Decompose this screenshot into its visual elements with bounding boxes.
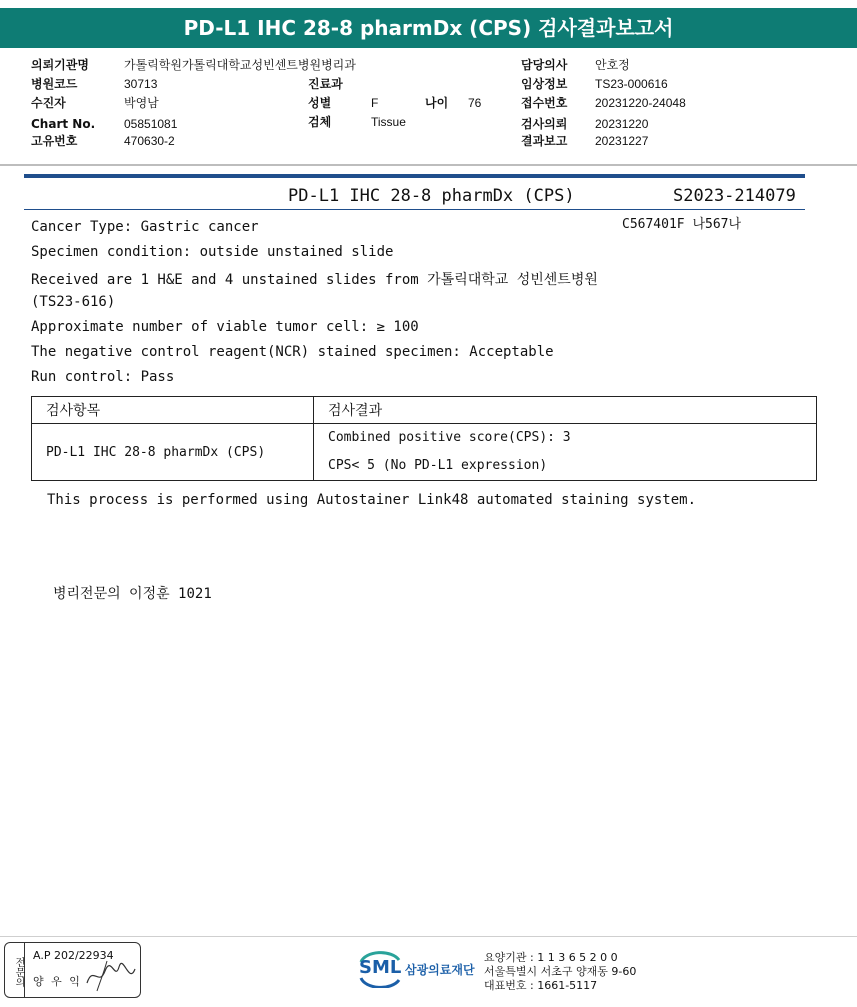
report-top-rule xyxy=(24,174,805,178)
report-line: The negative control reagent(NCR) stained specimen: Acceptable xyxy=(31,344,554,360)
request-date-label: 검사의뢰 xyxy=(521,117,568,131)
sex-value: F xyxy=(371,96,379,110)
test-item-cell: PD-L1 IHC 28-8 pharmDx (CPS) xyxy=(32,424,314,481)
cps-score: Combined positive score(CPS): 3 xyxy=(328,430,571,445)
sex-label: 성별 xyxy=(308,96,332,110)
stamp-side-label: 전문의 xyxy=(5,943,25,997)
report-line: (TS23-616) xyxy=(31,294,116,310)
receipt-no-value: 20231220-24048 xyxy=(595,96,686,110)
stamp-license: A.P 202/22934 xyxy=(33,949,114,962)
report-line: Specimen condition: outside unstained slide xyxy=(31,244,394,260)
doctor-value: 안호정 xyxy=(595,58,630,72)
footer-separator xyxy=(0,936,857,937)
result-table xyxy=(31,396,817,481)
logo-text: SML xyxy=(359,957,402,978)
institution-label: 의뢰기관명 xyxy=(31,58,89,72)
dept-label: 진료과 xyxy=(308,77,343,91)
age-value: 76 xyxy=(468,96,482,110)
doctor-label: 담당의사 xyxy=(521,58,568,72)
patient-label: 수진자 xyxy=(31,96,66,110)
request-date-value: 20231220 xyxy=(595,117,649,131)
clinical-info-value: TS23-000616 xyxy=(595,77,668,91)
report-line: Cancer Type: Gastric cancer xyxy=(31,219,259,235)
chart-no-value: 05851081 xyxy=(124,117,178,131)
chart-no-label: Chart No. xyxy=(31,117,96,131)
age-label: 나이 xyxy=(425,96,449,110)
address: 서울특별시 서초구 양재동 9-60 xyxy=(484,965,637,978)
report-title-rule xyxy=(24,209,805,210)
institution-value: 가톨릭학원가톨릭대학교성빈센트병원병리과 xyxy=(124,58,356,72)
test-name: PD-L1 IHC 28-8 pharmDx (CPS) xyxy=(288,186,575,206)
receipt-no-label: 접수번호 xyxy=(521,96,568,110)
report-title: PD-L1 IHC 28-8 pharmDx (CPS) 검사결과보고서 xyxy=(0,8,857,48)
patient-value: 박영남 xyxy=(124,96,159,110)
stamp-name: 양 우 익 xyxy=(33,975,82,988)
accession-number: S2023-214079 xyxy=(673,186,796,206)
report-date-value: 20231227 xyxy=(595,134,649,148)
clinical-info-label: 임상정보 xyxy=(521,77,568,91)
report-line: Received are 1 H&E and 4 unstained slides from 가톨릭대학교 성빈센트병원 xyxy=(31,272,598,288)
hospital-code-value: 30713 xyxy=(124,77,158,91)
col-header-item: 검사항목 xyxy=(32,397,314,424)
report-date-label: 결과보고 xyxy=(521,134,568,148)
specimen-code: C567401F 나567나 xyxy=(622,217,742,232)
unique-no-value: 470630-2 xyxy=(124,134,175,148)
specialist-stamp xyxy=(4,942,141,998)
process-note: This process is performed using Autostainer Link48 automated staining system. xyxy=(47,492,697,508)
header-separator xyxy=(0,164,857,166)
cps-interpretation: CPS< 5 (No PD-L1 expression) xyxy=(328,458,548,473)
org-name: 삼광의료재단 xyxy=(405,963,475,977)
institution-number: 요양기관 : 1 1 3 6 5 2 0 0 xyxy=(484,951,618,964)
signature-icon xyxy=(83,957,138,993)
col-header-result: 검사결과 xyxy=(314,397,817,424)
unique-no-label: 고유번호 xyxy=(31,134,78,148)
result-cell xyxy=(314,424,817,481)
report-line: Run control: Pass xyxy=(31,369,175,385)
specimen-value: Tissue xyxy=(371,115,406,129)
specimen-label: 검체 xyxy=(308,115,332,129)
pathologist-signature-line: 병리전문의 이정훈 1021 xyxy=(53,586,212,602)
hospital-code-label: 병원코드 xyxy=(31,77,78,91)
report-line: Approximate number of viable tumor cell: ≥ 100 xyxy=(31,319,419,335)
phone-number: 대표번호 : 1661-5117 xyxy=(484,979,598,992)
